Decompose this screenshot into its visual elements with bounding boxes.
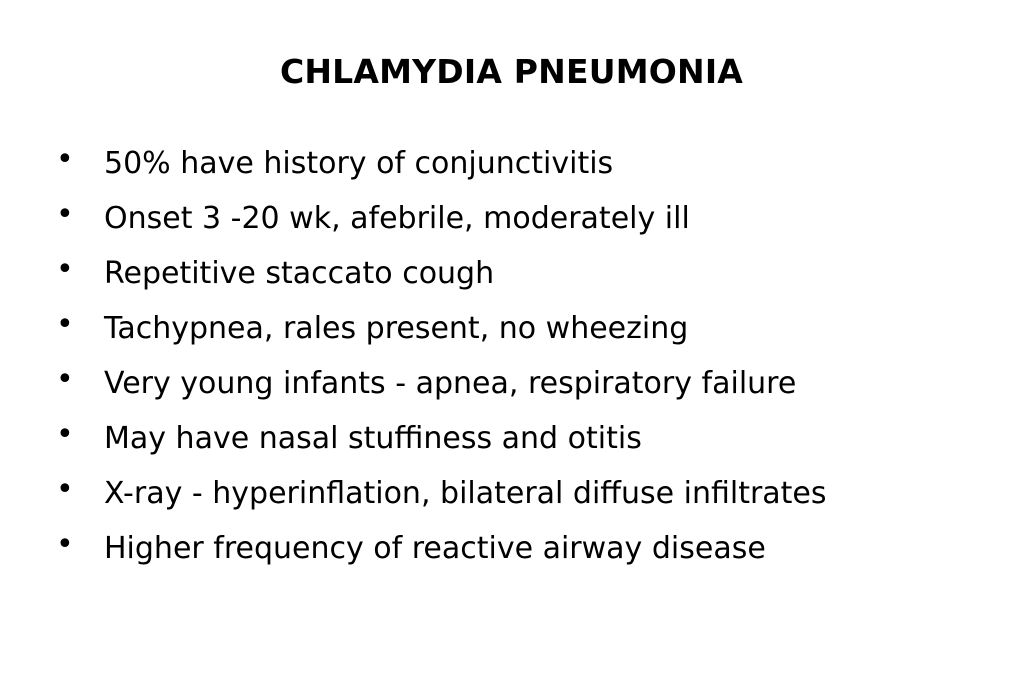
bullet-text: Tachypnea, rales present, no wheezing (104, 311, 689, 346)
bullet-text: 50% have history of conjunctivitis (104, 146, 614, 181)
slide-title: CHLAMYDIA PNEUMONIA (279, 52, 744, 91)
bullet-text: Repetitive staccato cough (104, 256, 495, 291)
bullet-icon: • (56, 197, 74, 232)
bullet-text: X-ray - hyperinflation, bilateral diffuse infiltrates (104, 476, 827, 511)
bullet-icon: • (56, 252, 74, 287)
bullet-text: Onset 3 -20 wk, afebrile, moderately ill (104, 201, 690, 236)
bullet-item (50, 470, 827, 525)
bullet-list (50, 140, 827, 580)
bullet-item (50, 415, 827, 470)
bullet-item (50, 250, 827, 305)
bullet-icon: • (56, 362, 74, 397)
bullet-text: May have nasal stuffiness and otitis (104, 421, 642, 456)
bullet-icon: • (56, 307, 74, 342)
bullet-icon: • (56, 417, 74, 452)
bullet-item (50, 360, 827, 415)
bullet-text: Higher frequency of reactive airway disease (104, 531, 766, 566)
bullet-icon: • (56, 142, 74, 177)
bullet-icon: • (56, 527, 74, 562)
bullet-icon: • (56, 472, 74, 507)
bullet-text: Very young infants - apnea, respiratory failure (104, 366, 797, 401)
bullet-item (50, 525, 827, 580)
bullet-item (50, 195, 827, 250)
bullet-item (50, 305, 827, 360)
bullet-item (50, 140, 827, 195)
